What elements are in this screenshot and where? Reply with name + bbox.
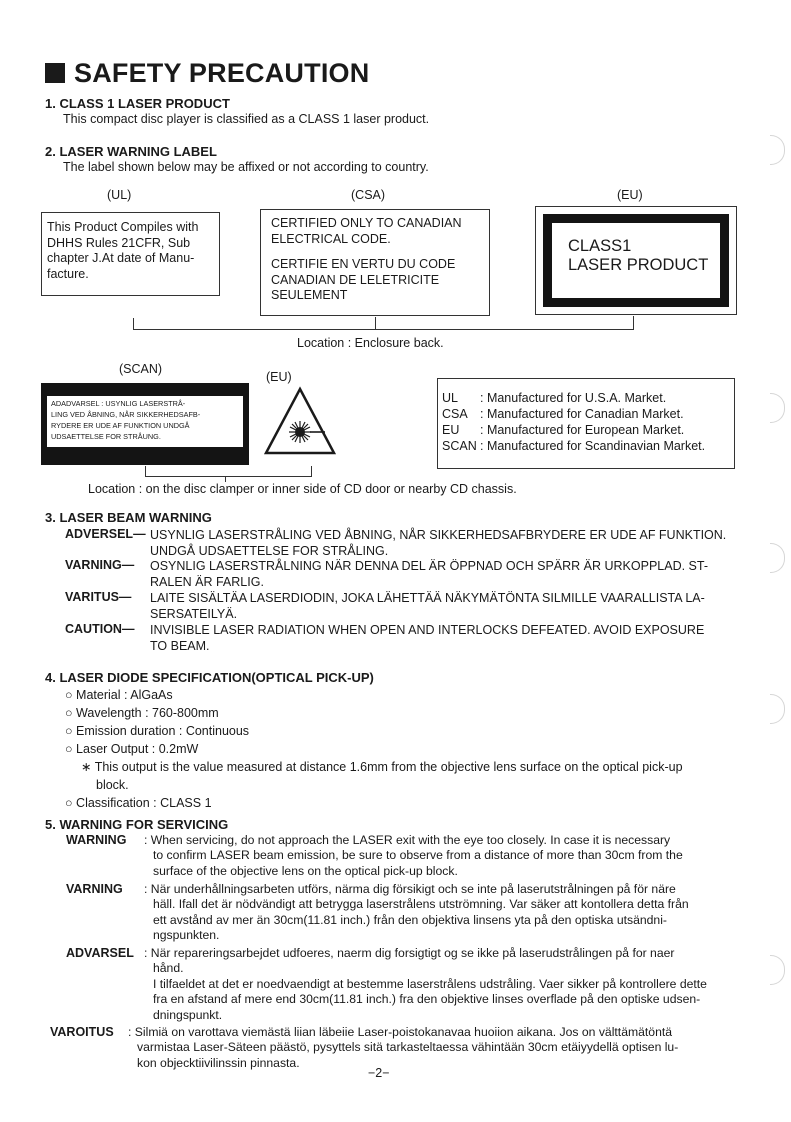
ul-label-box bbox=[41, 212, 220, 296]
spec-item: ○ Emission duration : Continuous bbox=[65, 724, 250, 738]
ul-label-line: DHHS Rules 21CFR, Sub bbox=[47, 235, 191, 250]
section-5-heading: 5. WARNING FOR SERVICING bbox=[45, 817, 229, 832]
market-legend-box bbox=[437, 378, 735, 469]
eu-label-line: CLASS1 bbox=[568, 237, 632, 255]
servicing-varning-text: : När underhållningsarbeten utförs, närma dig försikigt och se inte på laserutstrålningen på för näre häll. Ifall det är nödvändigt att betrygga laserstrålens utströmning. Var säker att kontollera detta från ett avstånd av mer än 30cm(11.81 inch.) från den objektiva linsens yta på den optiska utsändni- ngspunkten. bbox=[144, 882, 689, 943]
legend-row bbox=[442, 406, 734, 422]
servicing-varoitus-label: VAROITUS bbox=[50, 1025, 114, 1039]
servicing-adversel-label: ADVARSEL bbox=[66, 946, 134, 960]
page-title: SAFETY PRECAUTION bbox=[45, 58, 369, 89]
title-square-icon bbox=[45, 63, 65, 83]
page-number: −2− bbox=[368, 1066, 390, 1080]
bullet-circle-icon: ○ bbox=[65, 724, 73, 738]
caution-text bbox=[150, 622, 750, 654]
ul-label-line: This Product Compiles with bbox=[47, 220, 199, 234]
csa-label-line: CERTIFIE EN VERTU DU CODE bbox=[271, 257, 456, 271]
servicing-adversel-text: : När repareringsarbejdet udfoeres, naerm dig forsigtigt og se ikke på laserudstrålingen på for naer hånd. I tilfaeldet at det er noedvaendigt at bestemme laserstrålens udstråling. Vaer sikker på kontrollere dette fra en afstand af mere end 30cm(11.81 inch.) fra den objektive linses overflade på den optiske udsen- dningspunkt. bbox=[144, 946, 707, 1022]
servicing-warning-text: : When servicing, do not approach the LASER exit with the eye too closely. In case it is necessary to confirm LASER beam emission, be sure to observe from a distance of more than 30cm from the surface of the objective lens on the optical pick-up block. bbox=[144, 833, 683, 878]
warning-line: UNDGÅ UDSAETTELSE FOR STRÅLING. bbox=[150, 544, 389, 558]
csa-label-line: CERTIFIED ONLY TO CANADIAN bbox=[271, 216, 462, 230]
legend-desc: : Manufactured for Canadian Market. bbox=[480, 407, 684, 421]
section-2-text: The label shown below may be affixed or not according to country. bbox=[63, 160, 429, 174]
warning-line: INVISIBLE LASER RADIATION WHEN OPEN AND INTERLOCKS DEFEATED. AVOID EXPOSURE bbox=[150, 623, 705, 637]
caution-label: CAUTION— bbox=[65, 622, 135, 636]
spec-item: ○ Wavelength : 760-800mm bbox=[65, 706, 219, 720]
spec-list bbox=[65, 686, 683, 812]
legend-code: CSA bbox=[442, 407, 468, 421]
csa-label-line: ELECTRICAL CODE. bbox=[271, 231, 391, 246]
legend-code: SCAN bbox=[442, 439, 477, 453]
varning-text bbox=[150, 558, 750, 590]
eu-symbol-tag: (EU) bbox=[266, 370, 292, 384]
scan-label-line: LING VED ÅBNING, NÅR SIKKERHEDSAFB- bbox=[51, 410, 201, 419]
legend-row bbox=[442, 438, 734, 454]
bullet-circle-icon: ○ bbox=[65, 796, 73, 810]
eu-label-box bbox=[535, 206, 737, 315]
servicing-varning-label: VARNING bbox=[66, 882, 123, 896]
bullet-circle-icon: ○ bbox=[65, 706, 73, 720]
punch-hole-mark bbox=[770, 955, 785, 985]
section-3-heading: 3. LASER BEAM WARNING bbox=[45, 510, 212, 525]
spec-item: ○ Material : AlGaAs bbox=[65, 688, 173, 702]
csa-label-box bbox=[260, 209, 490, 316]
legend-desc: : Manufactured for U.S.A. Market. bbox=[480, 391, 667, 405]
warning-line: USYNLIG LASERSTRÅLING VED ÅBNING, NÅR SIKKERHEDSAFBRYDERE ER UDE AF FUNKTION. bbox=[150, 528, 727, 542]
adversel-text bbox=[150, 527, 750, 559]
bracket-line bbox=[145, 476, 312, 477]
servicing-warning-label: WARNING bbox=[66, 833, 127, 847]
legend-desc: : Manufactured for European Market. bbox=[480, 423, 685, 437]
warning-line: OSYNLIG LASERSTRÅLNING NÄR DENNA DEL ÄR ÖPPNAD OCH SPÄRR ÄR URKOPPLAD. ST- bbox=[150, 559, 709, 573]
csa-spacer bbox=[271, 247, 479, 257]
bullet-circle-icon: ○ bbox=[65, 688, 73, 702]
scan-tag: (SCAN) bbox=[119, 362, 163, 376]
section-4-heading: 4. LASER DIODE SPECIFICATION(OPTICAL PICK-UP) bbox=[45, 670, 374, 685]
eu-label-black-border bbox=[543, 214, 729, 307]
varning-label: VARNING— bbox=[65, 558, 135, 572]
spec-item: ○ Laser Output : 0.2mW bbox=[65, 742, 199, 756]
warning-line: RALEN ÄR FARLIG. bbox=[150, 575, 264, 589]
eu-label-inner bbox=[552, 223, 720, 298]
scan-label-line: RYDERE ER UDE AF FUNKTION UNDGÅ bbox=[51, 421, 190, 430]
spec-note: block. bbox=[96, 778, 129, 792]
legend-code: EU bbox=[442, 423, 460, 437]
scan-label-inner bbox=[47, 396, 243, 447]
warning-line: TO BEAM. bbox=[150, 639, 210, 653]
punch-hole-mark bbox=[770, 543, 785, 573]
eu-label-line: LASER PRODUCT bbox=[568, 256, 709, 274]
servicing-varoitus-text: : Silmiä on varottava viemästä liian läbeiie Laser-poistokanavaa huoiion aikana. Jos on välttämätöntä varmistaa Laser-Säteen päästö, pysyttels sitä tarkasteltaessa vähintään 30cm etäiyydellä optisen lu- kon objecktiivilinssin pinnasta. bbox=[128, 1025, 679, 1070]
section-1-text: This compact disc player is classified as a CLASS 1 laser product. bbox=[63, 112, 430, 126]
scan-label-box bbox=[41, 383, 249, 465]
csa-label-line: CANADIAN DE LELETRICITE bbox=[271, 272, 440, 287]
ul-label-line: facture. bbox=[47, 266, 89, 281]
warning-line: SERSATEILYÄ. bbox=[150, 607, 238, 621]
legend-row bbox=[442, 390, 734, 406]
adversel-label: ADVERSEL— bbox=[65, 527, 146, 541]
spec-item: ○ Classification : CLASS 1 bbox=[65, 796, 212, 810]
scan-label-line: ADADVARSEL : USYNLIG LASERSTRÅ- bbox=[51, 399, 186, 408]
ul-label-line: chapter J.At date of Manu- bbox=[47, 251, 195, 265]
spec-note: ∗ This output is the value measured at distance 1.6mm from the objective lens surface on the optical pick-up bbox=[81, 760, 683, 774]
warning-line: LAITE SISÄLTÄA LASERDIODIN, JOKA LÄHETTÄÄ NÄKYMÄTÖNTA SILMILLE VAARALLISTA LA- bbox=[150, 591, 705, 605]
bracket-line bbox=[633, 316, 634, 330]
legend-code: UL bbox=[442, 391, 458, 405]
punch-hole-mark bbox=[770, 694, 785, 724]
punch-hole-mark bbox=[770, 393, 785, 423]
section-2-heading: 2. LASER WARNING LABEL bbox=[45, 144, 217, 159]
section-1-heading: 1. CLASS 1 LASER PRODUCT bbox=[45, 96, 230, 111]
csa-label-line: SEULEMENT bbox=[271, 288, 348, 302]
laser-warning-triangle-icon bbox=[263, 386, 337, 456]
eu-tag: (EU) bbox=[617, 188, 643, 202]
bullet-circle-icon: ○ bbox=[65, 742, 73, 756]
punch-hole-mark bbox=[770, 135, 785, 165]
location-2: Location : on the disc clamper or inner side of CD door or nearby CD chassis. bbox=[88, 482, 517, 496]
scan-label-line: UDSAETTELSE FOR STRÅUNG. bbox=[51, 432, 161, 441]
csa-tag: (CSA) bbox=[351, 188, 386, 202]
location-1: Location : Enclosure back. bbox=[297, 336, 444, 350]
ul-tag: (UL) bbox=[107, 188, 132, 202]
varitus-text bbox=[150, 590, 750, 622]
legend-row bbox=[442, 422, 734, 438]
varitus-label: VARITUS— bbox=[65, 590, 132, 604]
bracket-line bbox=[133, 329, 634, 330]
legend-desc: : Manufactured for Scandinavian Market. bbox=[480, 439, 706, 453]
